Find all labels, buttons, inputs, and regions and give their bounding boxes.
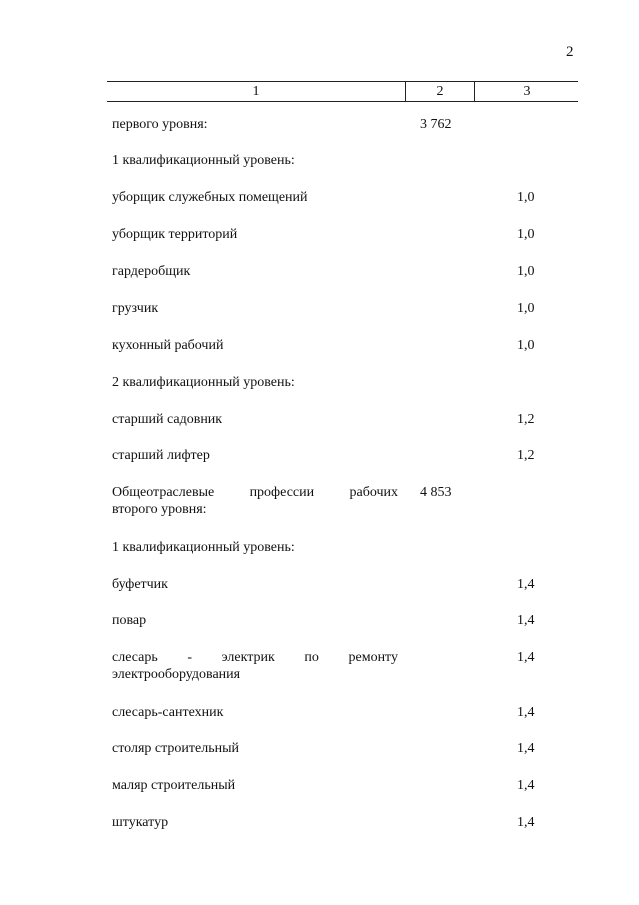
row-label: слесарь-сантехник xyxy=(112,705,224,720)
row-coefficient: 1,4 xyxy=(517,741,535,756)
row-label: 1 квалификационный уровень: xyxy=(112,540,295,555)
row-label: первого уровня: xyxy=(112,117,208,132)
header-col-1: 1 xyxy=(252,84,260,99)
row-label: Общеотраслевые профессии рабочих xyxy=(112,485,398,500)
row-label: слесарь - электрик по ремонту xyxy=(112,650,398,665)
row-label: столяр строительный xyxy=(112,741,239,756)
row-coefficient: 1,0 xyxy=(517,264,535,279)
row-label: старший лифтер xyxy=(112,448,210,463)
row-label: повар xyxy=(112,613,147,628)
row-coefficient: 1,2 xyxy=(517,412,535,427)
row-label: 1 квалификационный уровень: xyxy=(112,153,295,168)
row-coefficient: 1,0 xyxy=(517,190,535,205)
row-label: 2 квалификационный уровень: xyxy=(112,375,295,390)
row-label: кухонный рабочий xyxy=(112,338,224,353)
row-coefficient: 1,0 xyxy=(517,227,535,242)
header-col-3: 3 xyxy=(474,82,579,101)
row-coefficient: 1,2 xyxy=(517,448,535,463)
row-label: уборщик территорий xyxy=(112,227,238,242)
row-coefficient: 1,4 xyxy=(517,778,535,793)
row-label: гардеробщик xyxy=(112,264,191,279)
row-label-continued: электрооборудования xyxy=(112,667,241,682)
row-coefficient: 1,0 xyxy=(517,338,535,353)
row-coefficient: 1,0 xyxy=(517,301,535,316)
row-coefficient: 1,4 xyxy=(517,650,535,665)
row-coefficient: 1,4 xyxy=(517,705,535,720)
row-label-continued: второго уровня: xyxy=(112,502,207,517)
table-header xyxy=(107,81,578,102)
row-coefficient: 1,4 xyxy=(517,815,535,830)
page-number: 2 xyxy=(566,44,574,60)
row-salary: 3 762 xyxy=(420,117,452,132)
row-label: старший садовник xyxy=(112,412,223,427)
row-label: штукатур xyxy=(112,815,169,830)
row-label: буфетчик xyxy=(112,577,168,592)
row-salary: 4 853 xyxy=(420,485,452,500)
row-label: уборщик служебных помещений xyxy=(112,190,308,205)
row-coefficient: 1,4 xyxy=(517,577,535,592)
row-label: грузчик xyxy=(112,301,159,316)
row-coefficient: 1,4 xyxy=(517,613,535,628)
header-col-2: 2 xyxy=(405,82,474,101)
row-label: маляр строительный xyxy=(112,778,236,793)
